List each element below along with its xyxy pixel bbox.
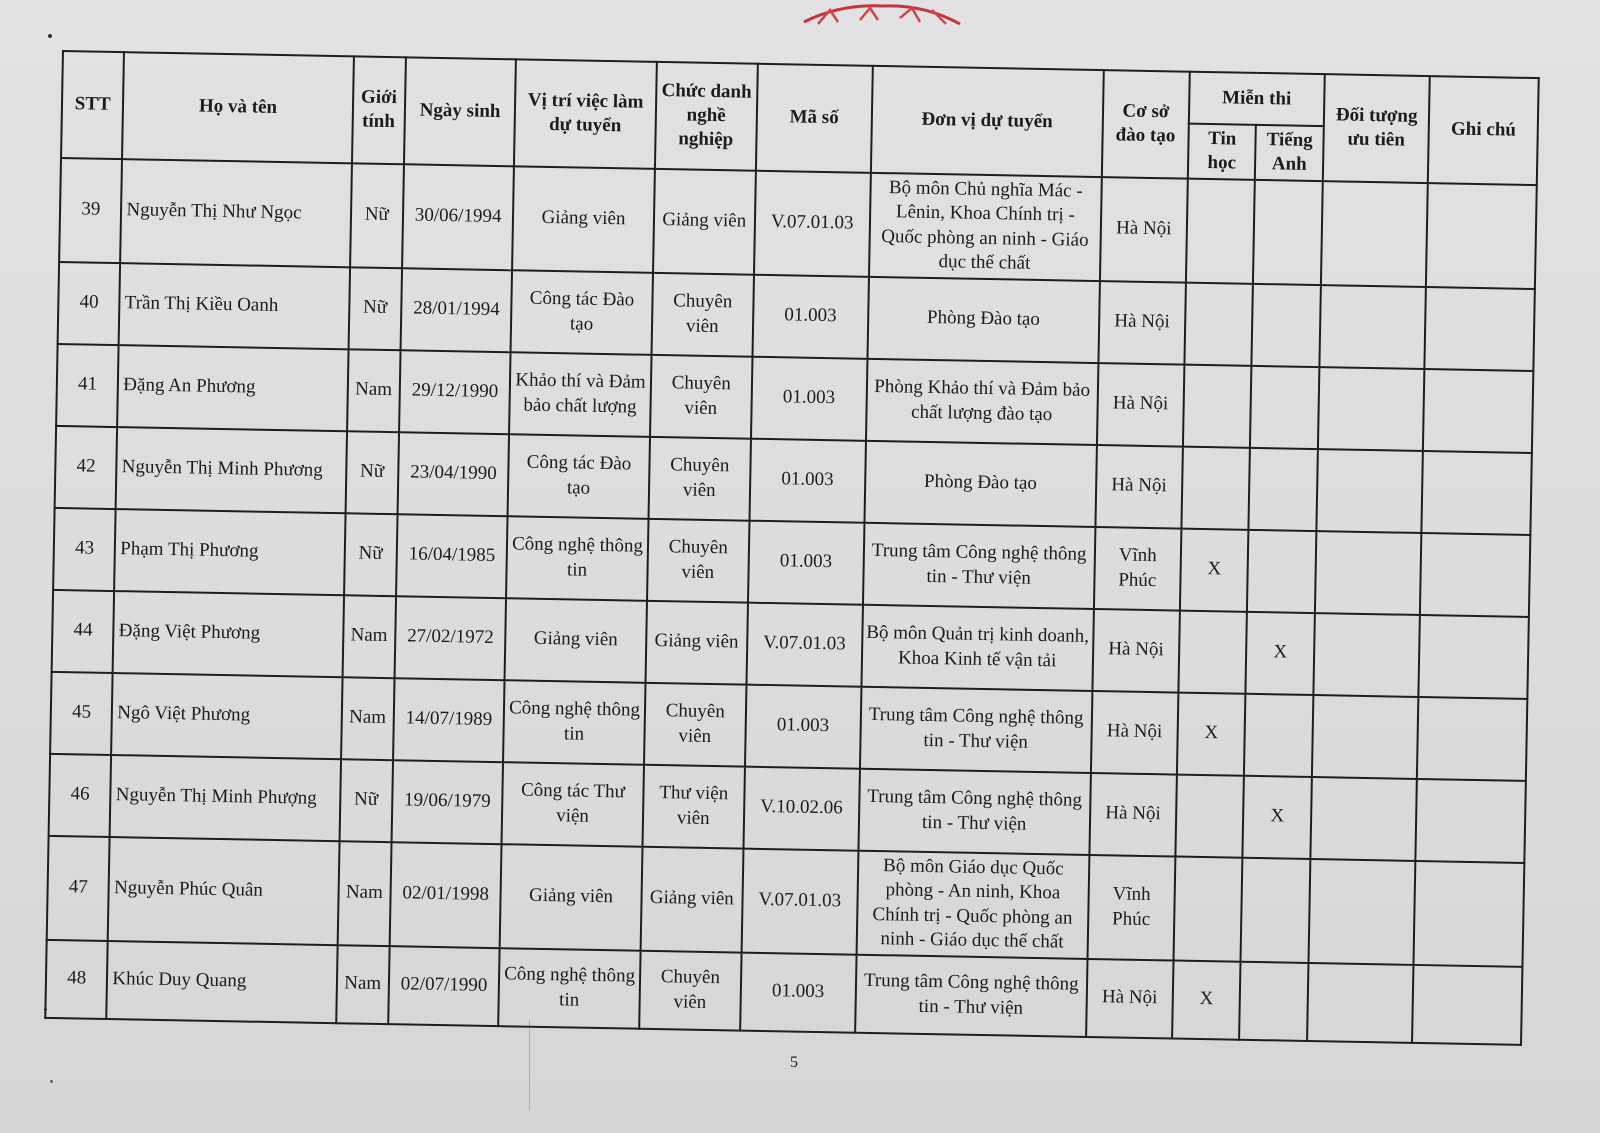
cell-ma-so: V.07.01.03 (754, 170, 871, 276)
cell-ho-ten: Ngô Việt Phương (112, 673, 343, 759)
cell-don-vi: Trung tâm Công nghệ thông tin - Thư viện (863, 522, 1096, 608)
cell-vi-tri: Giảng viên (500, 844, 642, 951)
cell-tin-hoc (1175, 774, 1244, 857)
cell-tieng-anh (1249, 447, 1318, 530)
cell-tin-hoc (1186, 178, 1255, 283)
header-tin-hoc: Tin học (1188, 124, 1257, 180)
cell-tin-hoc (1173, 856, 1242, 961)
cell-ho-ten: Đặng Việt Phương (113, 591, 344, 677)
cell-doi-tuong (1313, 613, 1420, 697)
cell-tin-hoc (1181, 446, 1250, 529)
cell-vi-tri: Công tác Đào tạo (511, 270, 653, 355)
cell-doi-tuong (1312, 695, 1419, 779)
cell-tieng-anh (1244, 693, 1313, 776)
cell-chuc-danh: Chuyên viên (639, 950, 742, 1030)
cell-vi-tri: Công nghệ thông tin (503, 680, 645, 765)
cell-stt: 40 (58, 262, 121, 345)
cell-ngay-sinh: 19/06/1979 (391, 760, 503, 844)
cell-gioi-tinh: Nam (336, 945, 390, 1024)
cell-chuc-danh: Giảng viên (653, 169, 756, 275)
header-row (62, 51, 1539, 130)
cell-tin-hoc: X (1177, 692, 1246, 775)
header-tieng-anh: Tiếng Anh (1255, 125, 1324, 181)
cell-tin-hoc (1184, 282, 1253, 365)
header-doi-tuong: Đối tượng ưu tiên (1323, 74, 1430, 183)
cell-ma-so: 01.003 (752, 274, 868, 358)
cell-chuc-danh: Chuyên viên (644, 682, 747, 766)
cell-tieng-anh (1253, 180, 1322, 285)
cell-ma-so: V.10.02.06 (743, 766, 859, 850)
header-co-so: Cơ sở đào tạo (1102, 70, 1190, 178)
header-chuc-danh: Chức danh nghề nghiệp (655, 62, 758, 170)
cell-tieng-anh (1239, 961, 1308, 1040)
cell-gioi-tinh: Nam (347, 349, 401, 432)
cell-stt: 43 (53, 508, 116, 591)
cell-ngay-sinh: 29/12/1990 (399, 350, 511, 434)
header-ma-so: Mã số (756, 64, 873, 173)
cell-don-vi: Trung tâm Công nghệ thông tin - Thư viện (858, 768, 1091, 854)
cell-ngay-sinh: 27/02/1972 (394, 596, 506, 680)
cell-chuc-danh: Giảng viên (645, 600, 748, 684)
speck (50, 1080, 53, 1083)
cell-gioi-tinh: Nam (342, 595, 396, 678)
red-stamp-edge (800, 2, 965, 28)
cell-ghi-chu (1419, 615, 1529, 699)
cell-co-so: Vĩnh Phúc (1087, 855, 1175, 961)
cell-chuc-danh: Chuyên viên (648, 436, 751, 520)
cell-gioi-tinh: Nam (337, 841, 391, 946)
cell-don-vi: Bộ môn Quản trị kinh doanh, Khoa Kinh tế vận tải (861, 604, 1094, 690)
cell-ho-ten: Đặng An Phương (118, 345, 349, 431)
cell-stt: 44 (52, 590, 115, 673)
cell-ghi-chu (1423, 369, 1533, 453)
cell-don-vi: Phòng Đào tạo (864, 440, 1097, 526)
cell-ho-ten: Khúc Duy Quang (107, 941, 338, 1023)
cell-co-so: Hà Nội (1095, 445, 1182, 529)
cell-ma-so: 01.003 (749, 438, 865, 522)
cell-co-so: Vĩnh Phúc (1094, 527, 1181, 611)
cell-ho-ten: Nguyễn Thị Như Ngọc (121, 159, 352, 267)
header-vi-tri: Vị trí việc làm dự tuyển (514, 59, 656, 168)
cell-tin-hoc (1178, 610, 1247, 693)
cell-don-vi: Phòng Đào tạo (867, 276, 1100, 362)
cell-ma-so: 01.003 (748, 520, 864, 604)
paper-crease (529, 1020, 530, 1110)
cell-chuc-danh: Chuyên viên (650, 354, 753, 438)
cell-doi-tuong (1315, 531, 1422, 615)
cell-gioi-tinh: Nữ (344, 513, 398, 596)
cell-stt: 45 (50, 672, 113, 755)
header-ho-ten: Họ và tên (122, 52, 353, 163)
speck (48, 34, 52, 38)
cell-ngay-sinh: 30/06/1994 (402, 164, 514, 270)
cell-ghi-chu (1416, 779, 1526, 863)
cell-tieng-anh: X (1246, 611, 1315, 694)
cell-tieng-anh (1252, 283, 1321, 366)
cell-vi-tri: Công tác Thư viện (502, 762, 644, 847)
cell-ngay-sinh: 14/07/1989 (393, 678, 505, 762)
cell-chuc-danh: Thư viện viên (642, 764, 745, 848)
cell-tieng-anh (1247, 529, 1316, 612)
cell-doi-tuong (1321, 181, 1428, 287)
cell-ghi-chu (1417, 697, 1527, 781)
cell-don-vi: Bộ môn Chủ nghĩa Mác - Lênin, Khoa Chính trị - Quốc phòng an ninh - Giáo dục thể chất (869, 172, 1102, 280)
header-gioi-tinh: Giới tính (352, 56, 406, 164)
cell-gioi-tinh: Nữ (350, 163, 404, 268)
cell-ngay-sinh: 28/01/1994 (400, 268, 512, 352)
cell-ho-ten: Nguyễn Thị Minh Phượng (110, 755, 341, 841)
cell-tin-hoc: X (1180, 528, 1249, 611)
cell-chuc-danh: Giảng viên (640, 846, 743, 952)
cell-co-so: Hà Nội (1086, 959, 1173, 1039)
cell-don-vi: Trung tâm Công nghệ thông tin - Thư viện (860, 686, 1093, 772)
cell-vi-tri: Giảng viên (512, 166, 654, 273)
table-sheet (44, 50, 1540, 1046)
cell-ma-so: 01.003 (740, 952, 856, 1032)
cell-ma-so: 01.003 (751, 356, 867, 440)
cell-co-so: Hà Nội (1091, 691, 1178, 775)
cell-vi-tri: Khảo thí và Đảm bảo chất lượng (509, 352, 651, 437)
cell-ma-so: V.07.01.03 (746, 602, 862, 686)
cell-co-so: Hà Nội (1097, 363, 1184, 447)
cell-don-vi: Bộ môn Giáo dục Quốc phòng - An ninh, Khoa Chính trị - Quốc phòng an ninh - Giáo dục thể chất (856, 850, 1089, 958)
cell-gioi-tinh: Nữ (339, 759, 393, 842)
cell-ma-so: 01.003 (745, 684, 861, 768)
cell-ho-ten: Nguyễn Thị Minh Phương (116, 427, 347, 513)
cell-doi-tuong (1316, 449, 1423, 533)
cell-tin-hoc (1183, 364, 1252, 447)
cell-co-so: Hà Nội (1100, 177, 1188, 283)
cell-ho-ten: Phạm Thị Phương (115, 509, 346, 595)
page-number: 5 (790, 1054, 798, 1071)
cell-doi-tuong (1310, 777, 1417, 861)
cell-gioi-tinh: Nữ (345, 431, 399, 514)
cell-stt: 48 (45, 939, 108, 1018)
cell-vi-tri: Giảng viên (505, 598, 647, 683)
cell-stt: 42 (55, 426, 118, 509)
cell-vi-tri: Công nghệ thông tin (499, 948, 641, 1029)
header-mien-thi: Miễn thi (1189, 72, 1325, 126)
cell-vi-tri: Công nghệ thông tin (506, 516, 648, 601)
cell-stt: 41 (56, 344, 119, 427)
cell-tieng-anh (1250, 365, 1319, 448)
cell-ho-ten: Trần Thị Kiều Oanh (119, 263, 350, 349)
cell-ngay-sinh: 23/04/1990 (397, 432, 509, 516)
header-ghi-chu: Ghi chú (1428, 76, 1539, 185)
cell-ngay-sinh: 16/04/1985 (396, 514, 508, 598)
cell-chuc-danh: Chuyên viên (647, 518, 750, 602)
cell-vi-tri: Công tác Đào tạo (508, 434, 650, 519)
cell-stt: 39 (59, 158, 122, 263)
header-don-vi: Đơn vị dự tuyển (870, 66, 1103, 177)
header-stt: STT (61, 51, 124, 159)
cell-ngay-sinh: 02/01/1998 (389, 842, 501, 948)
cell-co-so: Hà Nội (1089, 773, 1176, 857)
cell-gioi-tinh: Nam (341, 677, 395, 760)
cell-co-so: Hà Nội (1092, 609, 1179, 693)
cell-ghi-chu (1425, 287, 1535, 371)
header-ngay-sinh: Ngày sinh (404, 57, 516, 166)
cell-ghi-chu (1414, 861, 1525, 967)
cell-doi-tuong (1319, 285, 1426, 369)
cell-stt: 46 (49, 754, 112, 837)
cell-co-so: Hà Nội (1098, 281, 1185, 365)
cell-ghi-chu (1412, 965, 1522, 1045)
cell-chuc-danh: Chuyên viên (651, 272, 754, 356)
cell-tieng-anh (1241, 857, 1310, 962)
cell-don-vi: Trung tâm Công nghệ thông tin - Thư viện (855, 954, 1088, 1036)
cell-ghi-chu (1420, 533, 1530, 617)
cell-ngay-sinh: 02/07/1990 (388, 946, 500, 1026)
cell-stt: 47 (47, 836, 110, 941)
cell-gioi-tinh: Nữ (348, 267, 402, 350)
cell-ghi-chu (1426, 183, 1537, 289)
cell-ma-so: V.07.01.03 (742, 848, 859, 954)
cell-doi-tuong (1308, 859, 1415, 965)
cell-tieng-anh: X (1243, 775, 1312, 858)
cell-don-vi: Phòng Khảo thí và Đảm bảo chất lượng đào tạo (866, 358, 1099, 444)
cell-doi-tuong (1318, 367, 1425, 451)
cell-ghi-chu (1422, 451, 1532, 535)
cell-doi-tuong (1307, 963, 1414, 1043)
candidate-table (44, 50, 1540, 1046)
cell-ho-ten: Nguyễn Phúc Quân (108, 837, 339, 945)
cell-tin-hoc: X (1172, 960, 1241, 1039)
